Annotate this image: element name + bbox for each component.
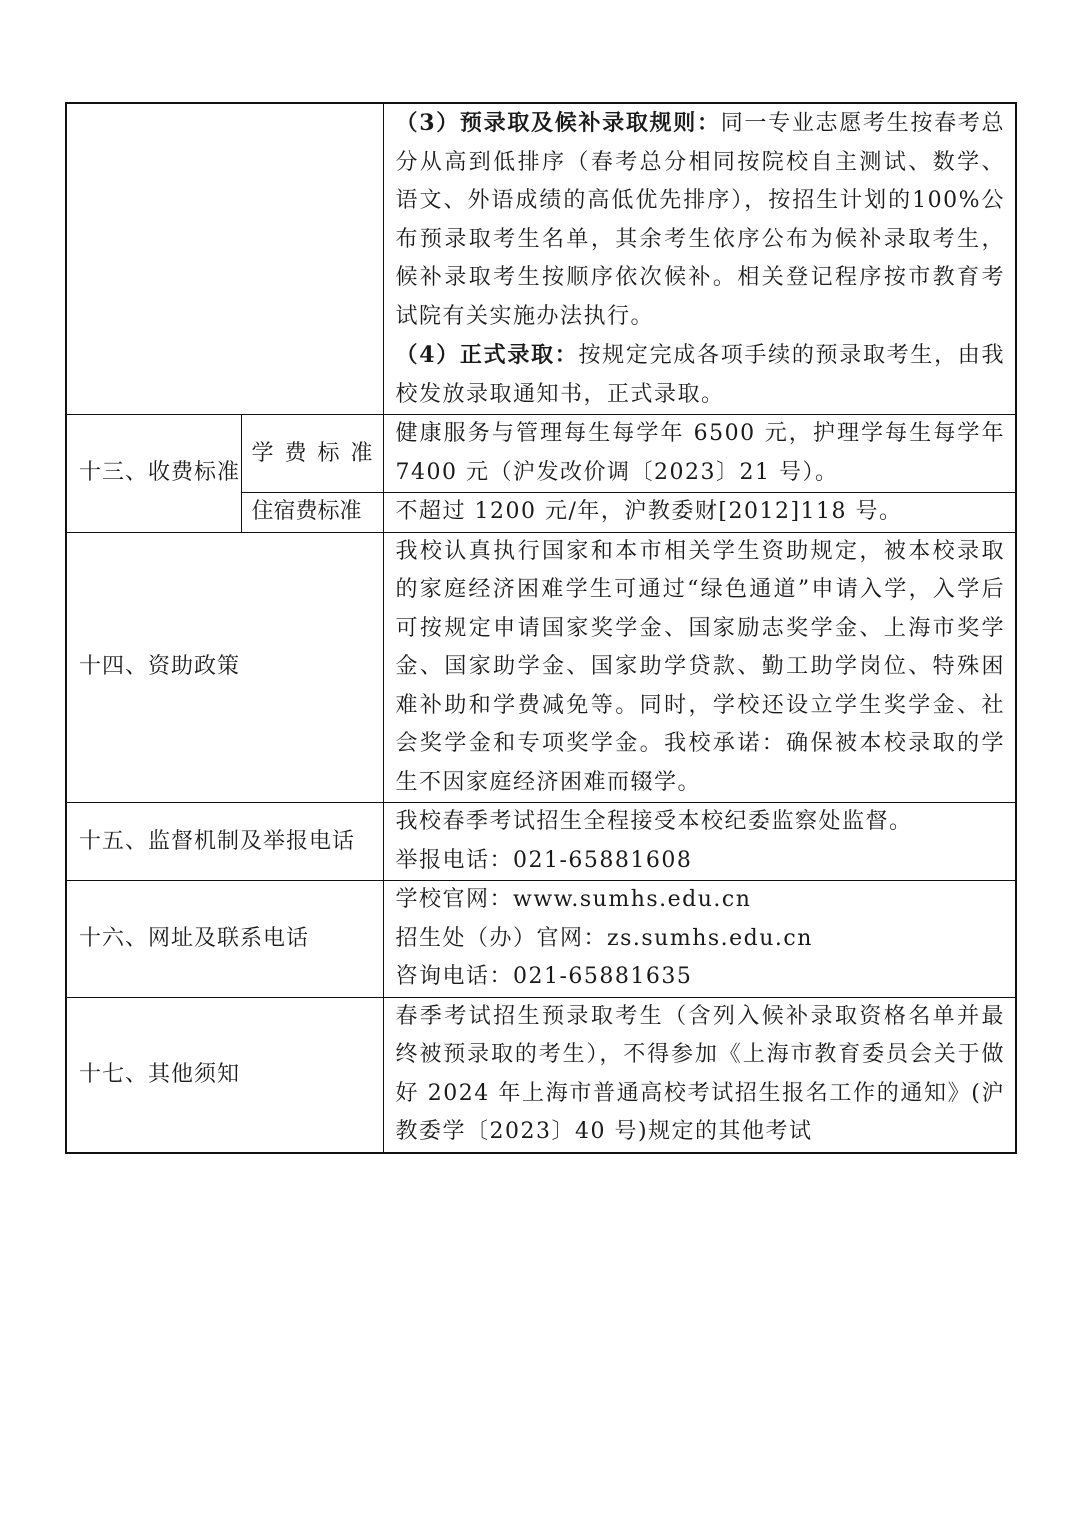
rules-cell <box>383 103 1016 415</box>
supervision-section-cell <box>66 803 383 881</box>
report-phone: 举报电话：021-65881608 <box>395 847 693 873</box>
fees-section-cell <box>66 415 241 533</box>
table-row <box>66 881 1016 998</box>
table-row <box>66 103 1016 415</box>
rule-item-3 <box>396 104 1006 336</box>
dorm-label: 住宿费标准 <box>251 499 362 525</box>
inquiry-phone: 咨询电话：021-65881635 <box>395 964 693 989</box>
aid-section-cell <box>66 532 383 803</box>
table-row <box>66 532 1016 803</box>
empty-label-cell <box>66 103 383 415</box>
rule-item-4 <box>396 336 1006 414</box>
fees-section-label: 十三、收费标准 <box>79 460 241 486</box>
aid-cell <box>383 532 1016 803</box>
rule-item-4-text: 按规定完成各项手续的预录取考生，由我校发放录取通知书，正式录取。 <box>395 343 1005 407</box>
other-section-label: 十七、其他须知 <box>79 1061 241 1087</box>
supervision-section-label: 十五、监督机制及举报电话 <box>79 828 356 854</box>
dorm-text: 不超过 1200 元/年，沪教委财[2012]118 号。 <box>395 499 903 524</box>
supervision-cell <box>383 803 1016 881</box>
aid-text: 我校认真执行国家和本市相关学生资助规定，被本校录取的家庭经济困难学生可通过“绿色通道”申请入学，入学后可按规定申请国家奖学金、国家励志奖学金、上海市奖学金、国家助学金、国家助学贷款、勤工助学岗位、特殊困难补助和学费减免等。同时，学校还设立学生奖学金、社会奖学金和专项奖学金。我校承诺：确保被本校录取的学生不因家庭经济困难而辍学。 <box>395 538 1005 795</box>
contact-section-cell <box>66 881 383 998</box>
contact-cell <box>383 881 1016 998</box>
aid-section-label: 十四、资助政策 <box>79 654 241 680</box>
rule-item-3-label: （3）预录取及候补录取规则： <box>395 110 721 136</box>
rule-item-3-text: 同一专业志愿考生按春考总分从高到低排序（春考总分相同按院校自主测试、数学、语文、外语成绩的高低优先排序），按招生计划的100%公布预录取考生名单，其余考生依序公布为候补录取考生，候补录取考生按顺序依次候补。相关登记程序按市教育考试院有关实施办法执行。 <box>395 111 1005 329</box>
tuition-text: 健康服务与管理每生每学年 6500 元，护理学每生每学年 7400 元（沪发改价调〔2023〕21 号）。 <box>395 421 1005 485</box>
school-website: 学校官网：www.sumhs.edu.cn <box>395 887 752 912</box>
admission-info-table <box>65 102 1017 1154</box>
tuition-label: 学费标准 <box>251 440 384 466</box>
dorm-cell <box>383 493 1016 533</box>
other-cell <box>383 997 1016 1153</box>
rule-item-4-label: （4）正式录取： <box>395 342 579 368</box>
other-text: 春季考试招生预录取考生（含列入候补录取资格名单并最终被预录取的考生），不得参加《上海市教育委员会关于做好 2024 年上海市普通高校考试招生报名工作的通知》(沪教委学〔2023〕40 号)规定的其他考试 <box>395 1003 1005 1144</box>
other-section-cell <box>66 997 383 1153</box>
admission-website: 招生处（办）官网：zs.sumhs.edu.cn <box>395 925 813 951</box>
table-row <box>66 997 1016 1153</box>
table-row <box>66 803 1016 881</box>
tuition-label-cell <box>241 415 383 493</box>
tuition-cell <box>383 415 1016 493</box>
supervision-line: 我校春季考试招生全程接受本校纪委监察处监督。 <box>395 809 913 834</box>
contact-section-label: 十六、网址及联系电话 <box>79 925 310 951</box>
dorm-label-cell <box>241 493 383 533</box>
table-row <box>66 415 1016 493</box>
